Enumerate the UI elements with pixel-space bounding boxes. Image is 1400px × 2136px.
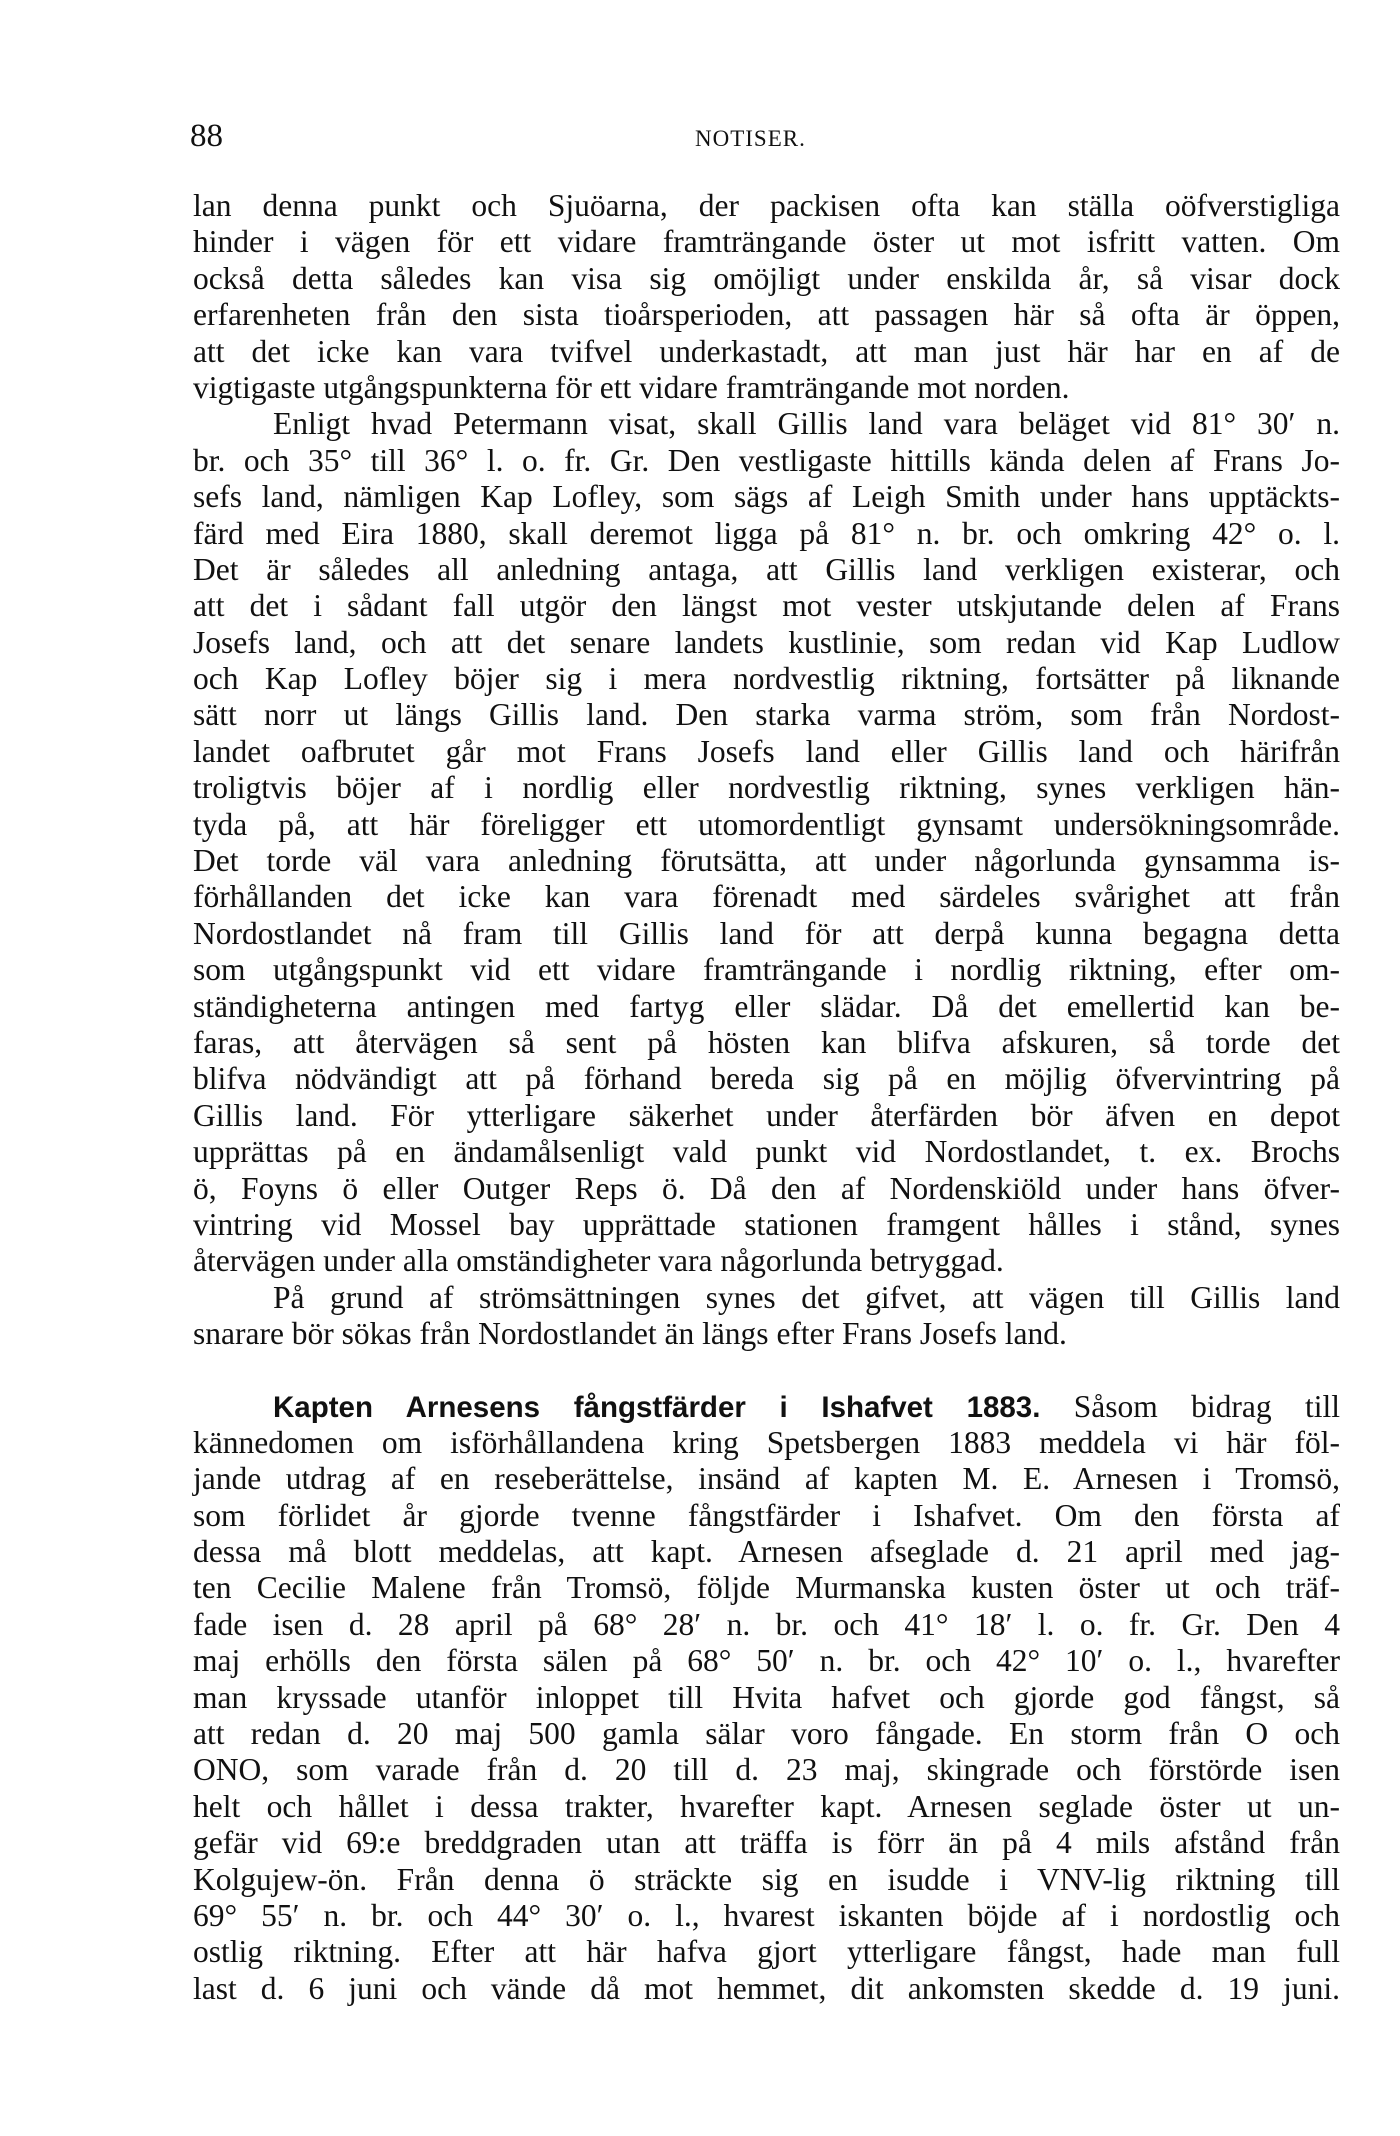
- text-line: att det i sådant fall utgör den längst mot vester utskjutande delen af Frans: [193, 588, 1340, 624]
- heading-line-rest: Såsom bidrag till: [1073, 1388, 1341, 1424]
- text-line: och Kap Lofley böjer sig i mera nordvestlig riktning, fortsätter på liknande: [193, 661, 1340, 697]
- text-line: På grund af strömsättningen synes det gifvet, att vägen till Gillis land: [273, 1279, 1340, 1315]
- text-line: sätt norr ut längs Gillis land. Den starka varma ström, som från Nordost-: [193, 697, 1340, 733]
- text-line: snarare bör sökas från Nordostlandet än längs efter Frans Josefs land.: [193, 1316, 1067, 1352]
- text-line: färd med Eira 1880, skall deremot ligga på 81° n. br. och omkring 42° o. l.: [193, 515, 1340, 551]
- text-line: vigtigaste utgångspunkterna för ett vidare framträngande mot norden.: [193, 369, 1070, 405]
- text-line: Det är således all anledning antaga, att Gillis land verkligen existerar, och: [193, 551, 1340, 587]
- text-line: förhållanden det icke kan vara förenadt med särdeles svårighet att från: [193, 879, 1340, 915]
- text-line: också detta således kan visa sig omöjligt under enskilda år, så visar dock: [193, 260, 1340, 296]
- paragraph-2: [193, 406, 1340, 1279]
- text-line: tyda på, att här föreligger ett utomordentligt gynsamt undersökningsområde.: [193, 806, 1340, 842]
- text-line: ten Cecilie Malene från Tromsö, följde Murmanska kusten öster ut och träf-: [193, 1570, 1340, 1606]
- text-line: ONO, som varade från d. 20 till d. 23 maj, skingrade och förstörde isen: [193, 1752, 1340, 1788]
- body-text: [193, 188, 1340, 2007]
- text-line: Kolgujew-ön. Från denna ö sträckte sig en isudde i VNV-lig riktning till: [193, 1861, 1340, 1897]
- text-line: som utgångspunkt vid ett vidare framträngande i nordlig riktning, efter om-: [193, 952, 1340, 988]
- paragraph-1: [193, 188, 1340, 406]
- section-heading: Kapten Arnesens fångstfärder i Ishafvet 1883.: [273, 1390, 1041, 1424]
- text-line: man kryssade utanför inloppet till Hvita hafvet och gjorde god fångst, så: [193, 1679, 1340, 1715]
- section-arnesen: [193, 1389, 1340, 2008]
- section-heading-line: [193, 1389, 1340, 1425]
- text-line: landet oafbrutet går mot Frans Josefs land eller Gillis land och härifrån: [193, 733, 1340, 769]
- text-line: sefs land, nämligen Kap Lofley, som sägs af Leigh Smith under hans upptäckts-: [193, 479, 1340, 515]
- text-line: jande utdrag af en reseberättelse, insänd af kapten M. E. Arnesen i Tromsö,: [193, 1461, 1340, 1497]
- paragraph-3: [193, 1280, 1340, 1353]
- text-line: återvägen under alla omständigheter vara någorlunda betryggad.: [193, 1243, 1004, 1279]
- text-line: hinder i vägen för ett vidare framträngande öster ut mot isfritt vatten. Om: [193, 224, 1340, 260]
- text-line: Enligt hvad Petermann visat, skall Gillis land vara beläget vid 81° 30′ n.: [273, 406, 1340, 442]
- text-line: 69° 55′ n. br. och 44° 30′ o. l., hvarest iskanten böjde af i nordostlig och: [193, 1897, 1340, 1933]
- text-line: lan denna punkt och Sjuöarna, der packisen ofta kan ställa oöfverstigliga: [193, 188, 1340, 223]
- section-gap: [193, 1353, 1340, 1389]
- text-line: ostlig riktning. Efter att här hafva gjort ytterligare fångst, hade man full: [193, 1934, 1340, 1970]
- page-number: 88: [190, 118, 223, 154]
- text-line: maj erhölls den första sälen på 68° 50′ n. br. och 42° 10′ o. l., hvarefter: [193, 1643, 1340, 1679]
- text-line: Gillis land. För ytterligare säkerhet under återfärden bör äfven en depot: [193, 1097, 1340, 1133]
- text-line: kännedomen om isförhållandena kring Spetsbergen 1883 meddela vi här föl-: [193, 1424, 1340, 1460]
- running-head: NOTISER.: [695, 126, 806, 151]
- text-line: erfarenheten från den sista tioårsperioden, att passagen här så ofta är öppen,: [193, 297, 1340, 333]
- text-line: vintring vid Mossel bay upprättade stationen framgent hålles i stånd, synes: [193, 1206, 1340, 1242]
- text-line: ständigheterna antingen med fartyg eller slädar. Då det emellertid kan be-: [193, 988, 1340, 1024]
- text-line: fade isen d. 28 april på 68° 28′ n. br. och 41° 18′ l. o. fr. Gr. Den 4: [193, 1606, 1340, 1642]
- text-line: faras, att återvägen så sent på hösten kan blifva afskuren, så torde det: [193, 1024, 1340, 1060]
- text-line: Josefs land, och att det senare landets kustlinie, som redan vid Kap Ludlow: [193, 624, 1340, 660]
- text-line: Det torde väl vara anledning förutsätta, att under någorlunda gynsamma is-: [193, 843, 1340, 879]
- text-line: dessa må blott meddelas, att kapt. Arnesen afseglade d. 21 april med jag-: [193, 1534, 1340, 1570]
- text-line: att det icke kan vara tvifvel underkastadt, att man just här har en af de: [193, 333, 1340, 369]
- text-line: ö, Foyns ö eller Outger Reps ö. Då den af Nordenskiöld under hans öfver-: [193, 1170, 1340, 1206]
- text-line: helt och hållet i dessa trakter, hvarefter kapt. Arnesen seglade öster ut un-: [193, 1788, 1340, 1824]
- text-line: last d. 6 juni och vände då mot hemmet, dit ankomsten skedde d. 19 juni.: [193, 1970, 1340, 2006]
- text-line: br. och 35° till 36° l. o. fr. Gr. Den vestligaste hittills kända delen af Frans Jo-: [193, 442, 1340, 478]
- page-header: [190, 118, 1350, 158]
- text-line: Nordostlandet nå fram till Gillis land för att derpå kunna begagna detta: [193, 915, 1340, 951]
- text-line: att redan d. 20 maj 500 gamla sälar voro fångade. En storm från O och: [193, 1716, 1340, 1752]
- text-line: troligtvis böjer af i nordlig eller nordvestlig riktning, synes verkligen hän-: [193, 770, 1340, 806]
- text-line: som förlidet år gjorde tvenne fångstfärder i Ishafvet. Om den första af: [193, 1497, 1340, 1533]
- text-line: gefär vid 69:e breddgraden utan att träffa is förr än på 4 mils afstånd från: [193, 1825, 1340, 1861]
- text-line: blifva nödvändigt att på förhand bereda sig på en möjlig öfvervintring på: [193, 1061, 1340, 1097]
- text-line: upprättas på en ändamålsenligt vald punkt vid Nordostlandet, t. ex. Brochs: [193, 1134, 1340, 1170]
